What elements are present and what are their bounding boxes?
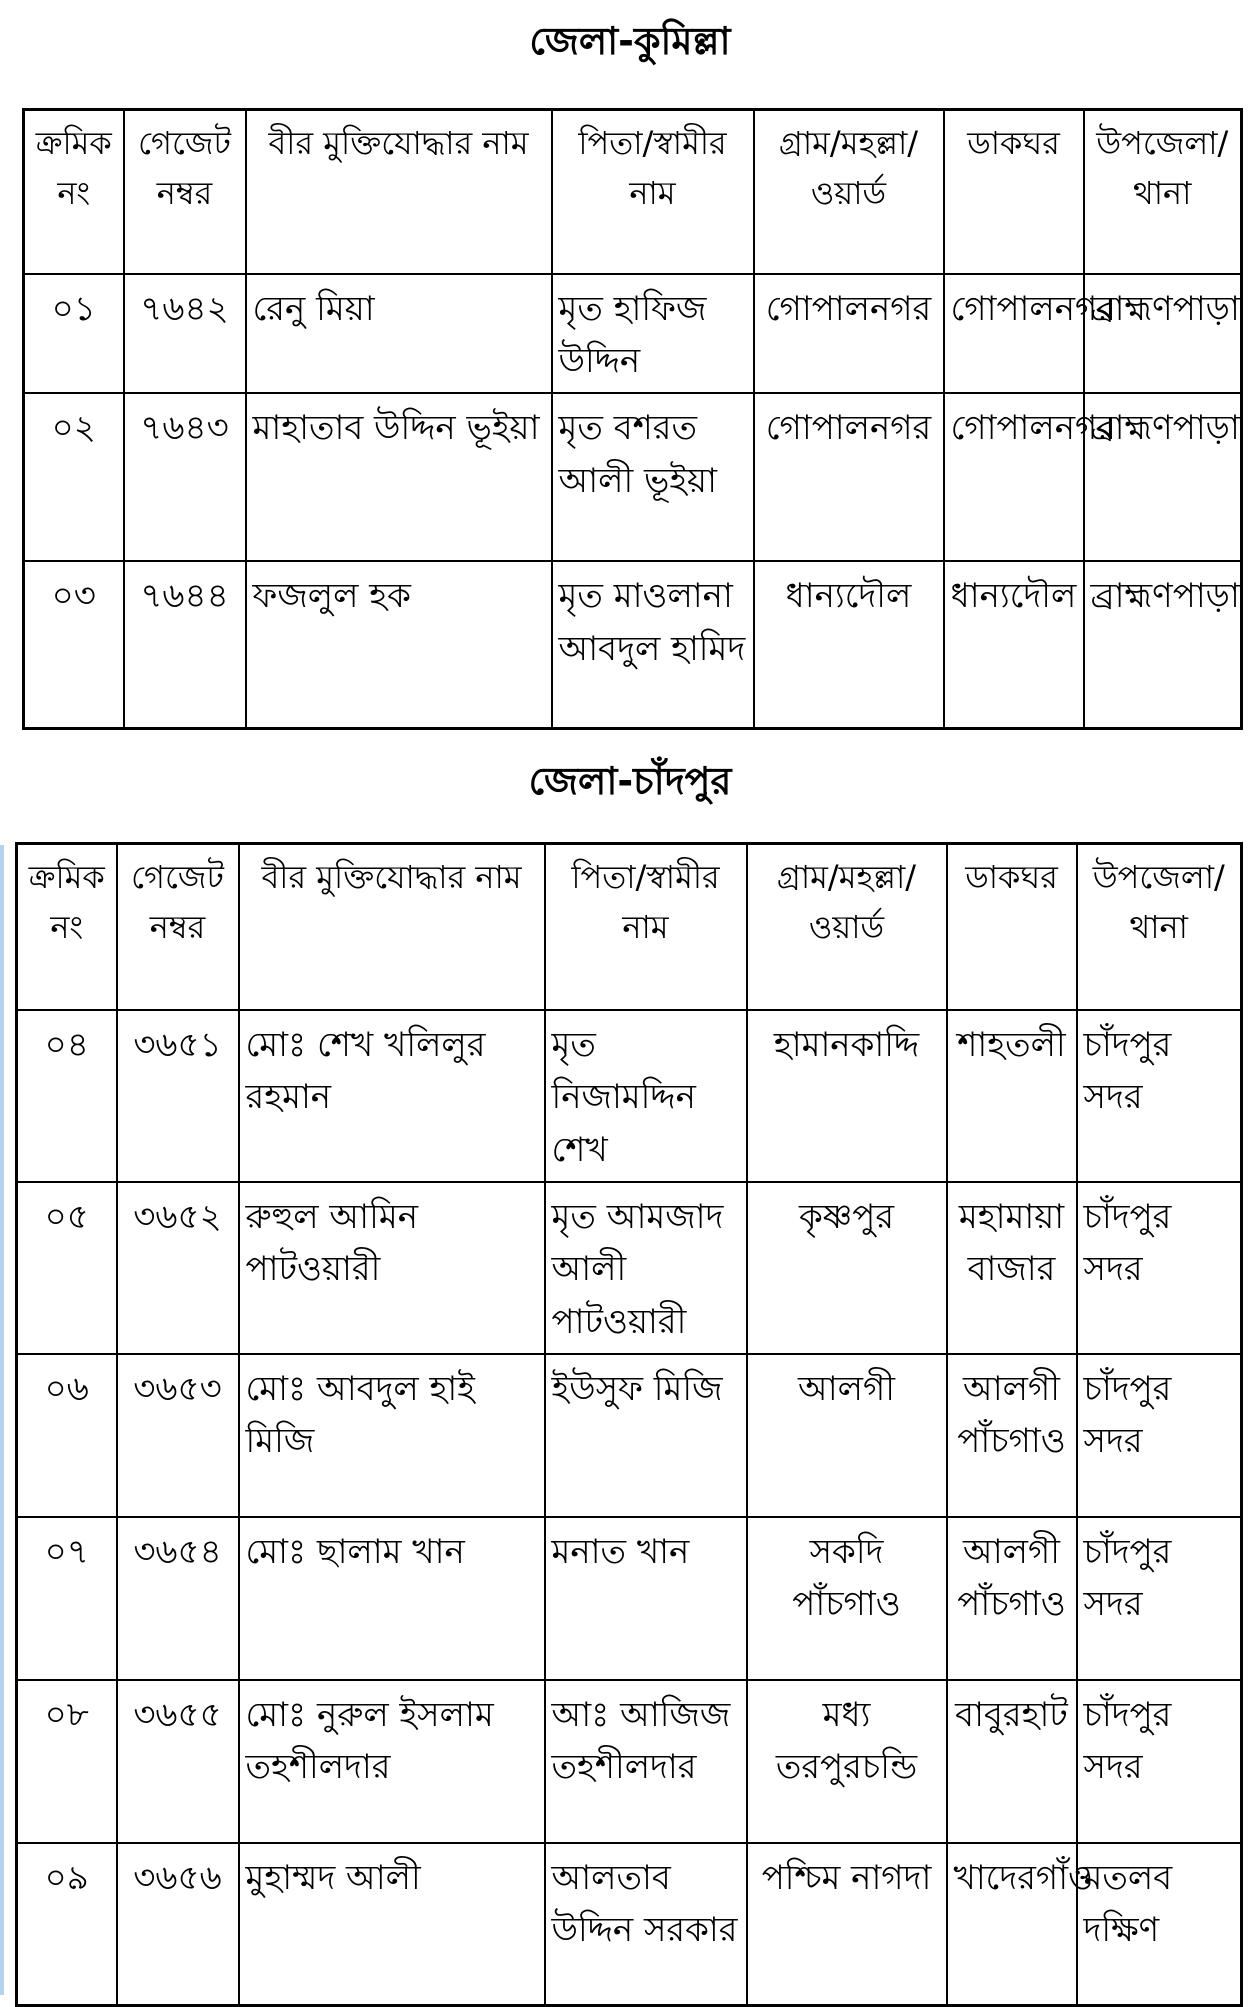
cell-gazette: ৭৬৪৩ — [124, 393, 246, 561]
cell-serial: ০২ — [24, 393, 124, 561]
cell-father: আলতাব উদ্দিন সরকার — [545, 1843, 747, 2006]
cell-serial: ০৭ — [17, 1517, 117, 1680]
col-header-father: পিতা/স্বামীর নাম — [552, 110, 754, 274]
cell-upazila: ব্রাহ্মণপাড়া — [1084, 274, 1242, 393]
cell-serial: ০৩ — [24, 561, 124, 729]
col-header-father: পিতা/স্বামীর নাম — [545, 844, 747, 1010]
cell-name: মোঃ আবদুল হাই মিজি — [239, 1354, 545, 1517]
cell-gazette: ৭৬৪২ — [124, 274, 246, 393]
cell-father: মৃত আমজাদ আলী পাটওয়ারী — [545, 1182, 747, 1354]
cell-name: ফজলুল হক — [246, 561, 552, 729]
cell-name: মোঃ ছালাম খান — [239, 1517, 545, 1680]
cell-gazette: ৩৬৫৬ — [117, 1843, 239, 2006]
cell-village: হামানকাদ্দি — [747, 1010, 947, 1182]
cell-village: আলগী — [747, 1354, 947, 1517]
cell-serial: ০১ — [24, 274, 124, 393]
table-row — [17, 1010, 1242, 1182]
col-header-gazette: গেজেট নম্বর — [117, 844, 239, 1010]
cell-village: মধ্য তরপুরচন্ডি — [747, 1680, 947, 1843]
cell-gazette: ৩৬৫৪ — [117, 1517, 239, 1680]
cell-father: মৃত হাফিজ উদ্দিন — [552, 274, 754, 393]
cell-father: ইউসুফ মিজি — [545, 1354, 747, 1517]
section-heading-cumilla: জেলা-কুমিল্লা — [529, 19, 731, 63]
col-header-post: ডাকঘর — [944, 110, 1084, 274]
cell-village: গোপালনগর — [754, 393, 944, 561]
cell-gazette: ৩৬৫৩ — [117, 1354, 239, 1517]
table-row — [17, 1843, 1242, 2006]
table-row — [24, 561, 1242, 729]
cell-post: আলগী পাঁচগাও — [947, 1354, 1077, 1517]
table-chandpur — [15, 842, 1243, 2007]
col-header-village: গ্রাম/মহল্লা/ওয়ার্ড — [747, 844, 947, 1010]
cell-upazila: চাঁদপুর সদর — [1077, 1680, 1242, 1843]
col-header-name: বীর মুক্তিযোদ্ধার নাম — [246, 110, 552, 274]
cell-name: মাহাতাব উদ্দিন ভূইয়া — [246, 393, 552, 561]
cell-village: ধান্যদৌল — [754, 561, 944, 729]
col-header-post: ডাকঘর — [947, 844, 1077, 1010]
cell-upazila: চাঁদপুর সদর — [1077, 1010, 1242, 1182]
cell-gazette: ৩৬৫৫ — [117, 1680, 239, 1843]
col-header-gazette: গেজেট নম্বর — [124, 110, 246, 274]
cell-post: শাহতলী — [947, 1010, 1077, 1182]
cell-upazila: ব্রাহ্মণপাড়া — [1084, 393, 1242, 561]
cell-serial: ০৯ — [17, 1843, 117, 2006]
cell-gazette: ৩৬৫১ — [117, 1010, 239, 1182]
cell-village: গোপালনগর — [754, 274, 944, 393]
cell-father: মৃত বশরত আলী ভূইয়া — [552, 393, 754, 561]
col-header-village: গ্রাম/মহল্লা/ওয়ার্ড — [754, 110, 944, 274]
cell-serial: ০৫ — [17, 1182, 117, 1354]
table-row — [24, 274, 1242, 393]
cell-father: আঃ আজিজ তহশীলদার — [545, 1680, 747, 1843]
table-cumilla — [22, 108, 1243, 730]
section-heading-chandpur: জেলা-চাঁদপুর — [528, 759, 732, 803]
cell-post: খাদেরগাঁও — [947, 1843, 1077, 2006]
cell-name: মোঃ নুরুল ইসলাম তহশীলদার — [239, 1680, 545, 1843]
col-header-serial: ক্রমিক নং — [17, 844, 117, 1010]
table-row — [17, 1354, 1242, 1517]
cell-serial: ০৪ — [17, 1010, 117, 1182]
col-header-name: বীর মুক্তিযোদ্ধার নাম — [239, 844, 545, 1010]
cell-village: পশ্চিম নাগদা — [747, 1843, 947, 2006]
cell-village: কৃষ্ণপুর — [747, 1182, 947, 1354]
table-row — [24, 393, 1242, 561]
cell-village: সকদি পাঁচগাও — [747, 1517, 947, 1680]
cell-name: রুহুল আমিন পাটওয়ারী — [239, 1182, 545, 1354]
cell-gazette: ৩৬৫২ — [117, 1182, 239, 1354]
cell-post: গোপালনগর — [944, 274, 1084, 393]
table-row — [17, 1517, 1242, 1680]
table-row — [17, 1680, 1242, 1843]
cell-upazila: মতলব দক্ষিণ — [1077, 1843, 1242, 2006]
cell-post: আলগী পাঁচগাও — [947, 1517, 1077, 1680]
cell-father: মৃত মাওলানা আবদুল হামিদ — [552, 561, 754, 729]
cell-post: গোপালনগর — [944, 393, 1084, 561]
cell-post: ধান্যদৌল — [944, 561, 1084, 729]
cell-serial: ০৬ — [17, 1354, 117, 1517]
cell-upazila: চাঁদপুর সদর — [1077, 1182, 1242, 1354]
col-header-serial: ক্রমিক নং — [24, 110, 124, 274]
cell-father: মৃত নিজামদ্দিন শেখ — [545, 1010, 747, 1182]
col-header-upazila: উপজেলা/থানা — [1084, 110, 1242, 274]
cell-serial: ০৮ — [17, 1680, 117, 1843]
cell-father: মনাত খান — [545, 1517, 747, 1680]
cell-gazette: ৭৬৪৪ — [124, 561, 246, 729]
cell-post: বাবুরহাট — [947, 1680, 1077, 1843]
cell-name: মোঃ শেখ খলিলুর রহমান — [239, 1010, 545, 1182]
cell-upazila: ব্রাহ্মণপাড়া — [1084, 561, 1242, 729]
table-row — [17, 1182, 1242, 1354]
col-header-upazila: উপজেলা/থানা — [1077, 844, 1242, 1010]
cell-upazila: চাঁদপুর সদর — [1077, 1354, 1242, 1517]
cell-name: মুহাম্মদ আলী — [239, 1843, 545, 2006]
cell-post: মহামায়া বাজার — [947, 1182, 1077, 1354]
page-edge-line — [0, 845, 4, 1995]
cell-upazila: চাঁদপুর সদর — [1077, 1517, 1242, 1680]
cell-name: রেনু মিয়া — [246, 274, 552, 393]
table-header-row — [24, 110, 1242, 274]
table-header-row — [17, 844, 1242, 1010]
